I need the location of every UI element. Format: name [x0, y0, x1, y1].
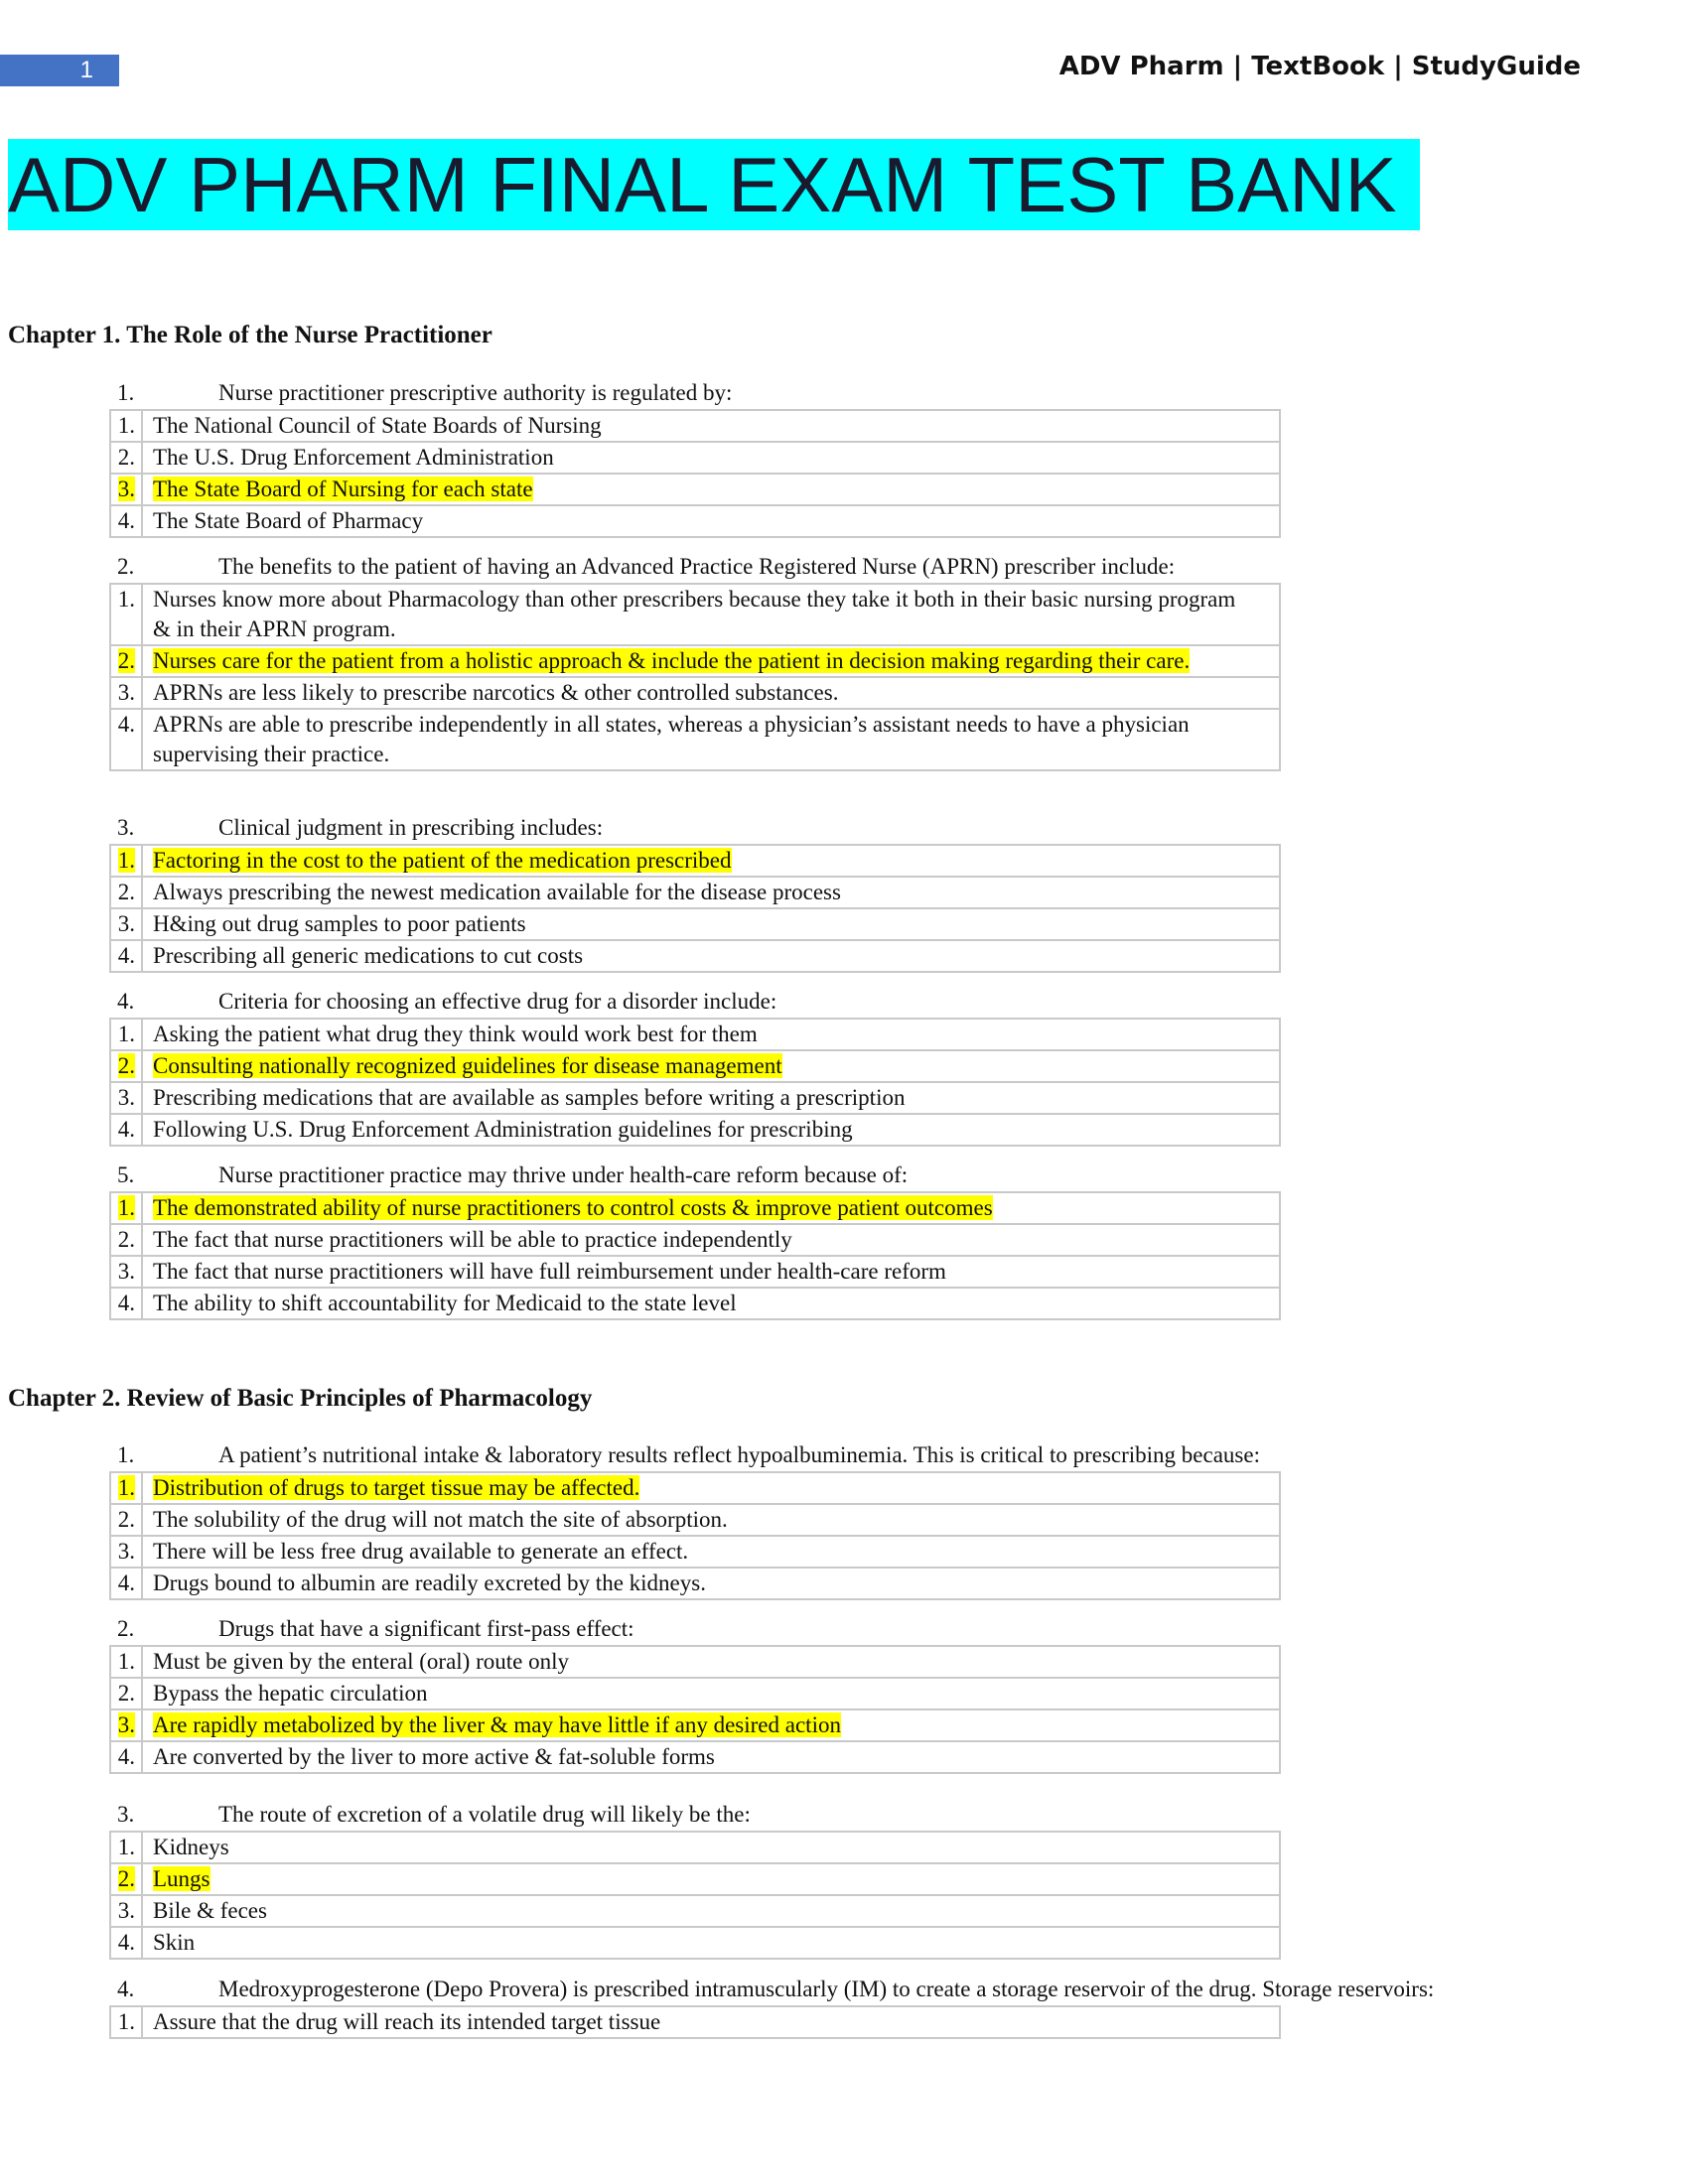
option-text: Nurses know more about Pharmacology than other prescribers because they take it both in their basic nursing program & in their APRN program.	[143, 585, 1281, 644]
option-number: 4.	[109, 941, 143, 971]
question-block	[109, 812, 1281, 973]
option-text: Always prescribing the newest medication available for the disease process	[143, 878, 1281, 907]
option-number: 3.	[109, 1537, 143, 1567]
question-block	[109, 1439, 1281, 1600]
answer-table	[109, 1018, 1281, 1147]
question-block	[109, 551, 1281, 771]
chapter-1-heading: Chapter 1. The Role of the Nurse Practitioner	[8, 322, 492, 348]
option-number: 1.	[109, 846, 143, 876]
answer-option-correct[interactable]	[109, 475, 1281, 506]
answer-option[interactable]	[109, 1289, 1281, 1320]
option-text: Consulting nationally recognized guidelines for disease management	[143, 1051, 1281, 1081]
answer-option[interactable]	[109, 1647, 1281, 1679]
answer-option[interactable]	[109, 411, 1281, 443]
option-number: 1.	[109, 1473, 143, 1503]
option-text: The demonstrated ability of nurse practitioners to control costs & improve patient outcomes	[143, 1193, 1281, 1223]
answer-option[interactable]	[109, 878, 1281, 909]
answer-option[interactable]	[109, 1537, 1281, 1569]
option-number: 3.	[109, 1896, 143, 1926]
question-number: 2.	[117, 1616, 135, 1641]
answer-option[interactable]	[109, 1225, 1281, 1257]
question-text: Clinical judgment in prescribing includes:	[218, 815, 604, 840]
option-number: 3.	[109, 678, 143, 708]
question-block	[109, 1974, 1435, 2039]
answer-option[interactable]	[109, 1569, 1281, 1600]
question-stem	[109, 1799, 1281, 1831]
option-text: Factoring in the cost to the patient of the medication prescribed	[143, 846, 1281, 876]
option-text: Prescribing all generic medications to cut costs	[143, 941, 1281, 971]
question-block	[109, 377, 1281, 538]
answer-option[interactable]	[109, 710, 1281, 771]
option-text: Assure that the drug will reach its intended target tissue	[143, 2007, 1281, 2037]
option-number: 4.	[109, 710, 143, 769]
question-number: 3.	[117, 1802, 135, 1827]
option-number: 2.	[109, 1505, 143, 1535]
question-stem	[109, 1160, 1281, 1191]
option-number: 3.	[109, 1257, 143, 1287]
question-text: Medroxyprogesterone (Depo Provera) is prescribed intramuscularly (IM) to create a storage reservoir of the drug. Storage reservoirs:	[218, 1977, 1435, 2001]
option-text: Distribution of drugs to target tissue may be affected.	[143, 1473, 1281, 1503]
option-number: 2.	[109, 878, 143, 907]
answer-option[interactable]	[109, 1928, 1281, 1960]
option-text: The solubility of the drug will not match the site of absorption.	[143, 1505, 1281, 1535]
option-number: 2.	[109, 1864, 143, 1894]
option-number: 1.	[109, 411, 143, 441]
question-stem	[109, 1439, 1281, 1471]
option-number: 2.	[109, 1051, 143, 1081]
question-block	[109, 1799, 1281, 1960]
option-text: Are converted by the liver to more active & fat-soluble forms	[143, 1742, 1281, 1772]
answer-option[interactable]	[109, 2007, 1281, 2039]
option-text: Must be given by the enteral (oral) route only	[143, 1647, 1281, 1677]
option-text: Nurses care for the patient from a holistic approach & include the patient in decision making regarding their care.	[143, 646, 1281, 676]
answer-option-correct[interactable]	[109, 1710, 1281, 1742]
answer-table	[109, 1831, 1281, 1960]
question-text: Nurse practitioner prescriptive authority is regulated by:	[218, 380, 733, 405]
question-text: Drugs that have a significant first-pass effect:	[218, 1616, 634, 1641]
option-number: 3.	[109, 1710, 143, 1740]
answer-table	[109, 583, 1281, 771]
option-text: Bile & feces	[143, 1896, 1281, 1926]
option-text: Kidneys	[143, 1833, 1281, 1862]
question-stem	[109, 986, 1281, 1018]
question-stem	[109, 377, 1281, 409]
answer-option[interactable]	[109, 941, 1281, 973]
answer-option[interactable]	[109, 1020, 1281, 1051]
option-number: 1.	[109, 2007, 143, 2037]
option-number: 1.	[109, 585, 143, 644]
option-text: Bypass the hepatic circulation	[143, 1679, 1281, 1708]
option-text: There will be less free drug available to generate an effect.	[143, 1537, 1281, 1567]
option-number: 2.	[109, 1225, 143, 1255]
option-text: Skin	[143, 1928, 1281, 1958]
answer-table	[109, 1645, 1281, 1774]
option-text: APRNs are less likely to prescribe narcotics & other controlled substances.	[143, 678, 1281, 708]
answer-option[interactable]	[109, 585, 1281, 646]
option-number: 2.	[109, 443, 143, 473]
question-number: 4.	[117, 989, 135, 1014]
page-number: 1	[0, 55, 119, 86]
answer-option[interactable]	[109, 1257, 1281, 1289]
answer-option[interactable]	[109, 443, 1281, 475]
answer-option-correct[interactable]	[109, 1051, 1281, 1083]
option-number: 4.	[109, 1569, 143, 1598]
answer-option-correct[interactable]	[109, 1864, 1281, 1896]
option-number: 4.	[109, 1742, 143, 1772]
answer-option-correct[interactable]	[109, 1193, 1281, 1225]
option-number: 1.	[109, 1193, 143, 1223]
chapter-2-heading: Chapter 2. Review of Basic Principles of Pharmacology	[8, 1385, 593, 1412]
option-number: 4.	[109, 1289, 143, 1318]
question-block	[109, 1613, 1281, 1774]
option-number: 3.	[109, 1083, 143, 1113]
option-text: The National Council of State Boards of Nursing	[143, 411, 1281, 441]
option-number: 1.	[109, 1647, 143, 1677]
option-text: Prescribing medications that are available as samples before writing a prescription	[143, 1083, 1281, 1113]
answer-option-correct[interactable]	[109, 846, 1281, 878]
answer-table	[109, 2005, 1281, 2039]
option-text: The State Board of Pharmacy	[143, 506, 1281, 536]
answer-option[interactable]	[109, 1115, 1281, 1147]
question-stem	[109, 1613, 1281, 1645]
question-number: 1.	[117, 380, 135, 405]
question-stem	[109, 1974, 1435, 2005]
answer-option[interactable]	[109, 1742, 1281, 1774]
option-text: The U.S. Drug Enforcement Administration	[143, 443, 1281, 473]
question-text: The benefits to the patient of having an Advanced Practice Registered Nurse (APRN) prescriber include:	[218, 554, 1176, 579]
option-text: H&ing out drug samples to poor patients	[143, 909, 1281, 939]
option-text: Drugs bound to albumin are readily excreted by the kidneys.	[143, 1569, 1281, 1598]
question-block	[109, 986, 1281, 1147]
option-text: The ability to shift accountability for Medicaid to the state level	[143, 1289, 1281, 1318]
option-number: 1.	[109, 1833, 143, 1862]
answer-table	[109, 844, 1281, 973]
question-number: 3.	[117, 815, 135, 840]
option-text: Following U.S. Drug Enforcement Administration guidelines for prescribing	[143, 1115, 1281, 1145]
answer-option[interactable]	[109, 1833, 1281, 1864]
option-text: Are rapidly metabolized by the liver & may have little if any desired action	[143, 1710, 1281, 1740]
answer-option-correct[interactable]	[109, 1473, 1281, 1505]
question-number: 5.	[117, 1162, 135, 1187]
question-text: Nurse practitioner practice may thrive under health-care reform because of:	[218, 1162, 909, 1187]
answer-table	[109, 409, 1281, 538]
option-number: 4.	[109, 1928, 143, 1958]
option-text: Asking the patient what drug they think would work best for them	[143, 1020, 1281, 1049]
option-text: Lungs	[143, 1864, 1281, 1894]
answer-option[interactable]	[109, 506, 1281, 538]
answer-table	[109, 1191, 1281, 1320]
question-stem	[109, 812, 1281, 844]
question-text: A patient’s nutritional intake & laboratory results reflect hypoalbuminemia. This is critical to prescribing because:	[218, 1442, 1260, 1467]
question-text: Criteria for choosing an effective drug for a disorder include:	[218, 989, 777, 1014]
option-text: The State Board of Nursing for each state	[143, 475, 1281, 504]
answer-option[interactable]	[109, 909, 1281, 941]
answer-option-correct[interactable]	[109, 646, 1281, 678]
answer-option[interactable]	[109, 1896, 1281, 1928]
answer-option[interactable]	[109, 1679, 1281, 1710]
question-stem	[109, 551, 1281, 583]
option-number: 4.	[109, 506, 143, 536]
option-number: 2.	[109, 646, 143, 676]
question-number: 2.	[117, 554, 135, 579]
option-text: The fact that nurse practitioners will have full reimbursement under health-care reform	[143, 1257, 1281, 1287]
running-header: ADV Pharm | TextBook | StudyGuide	[1058, 52, 1581, 81]
question-number: 4.	[117, 1977, 135, 2001]
option-number: 2.	[109, 1679, 143, 1708]
option-number: 1.	[109, 1020, 143, 1049]
option-number: 3.	[109, 475, 143, 504]
answer-option[interactable]	[109, 678, 1281, 710]
answer-option[interactable]	[109, 1083, 1281, 1115]
option-number: 3.	[109, 909, 143, 939]
option-number: 4.	[109, 1115, 143, 1145]
option-text: APRNs are able to prescribe independently in all states, whereas a physician’s assistant needs to have a physician supervising their practice.	[143, 710, 1281, 769]
option-text: The fact that nurse practitioners will be able to practice independently	[143, 1225, 1281, 1255]
answer-option[interactable]	[109, 1505, 1281, 1537]
question-number: 1.	[117, 1442, 135, 1467]
question-block	[109, 1160, 1281, 1320]
document-title: ADV PHARM FINAL EXAM TEST BANK	[8, 139, 1420, 230]
answer-table	[109, 1471, 1281, 1600]
question-text: The route of excretion of a volatile drug will likely be the:	[218, 1802, 751, 1827]
